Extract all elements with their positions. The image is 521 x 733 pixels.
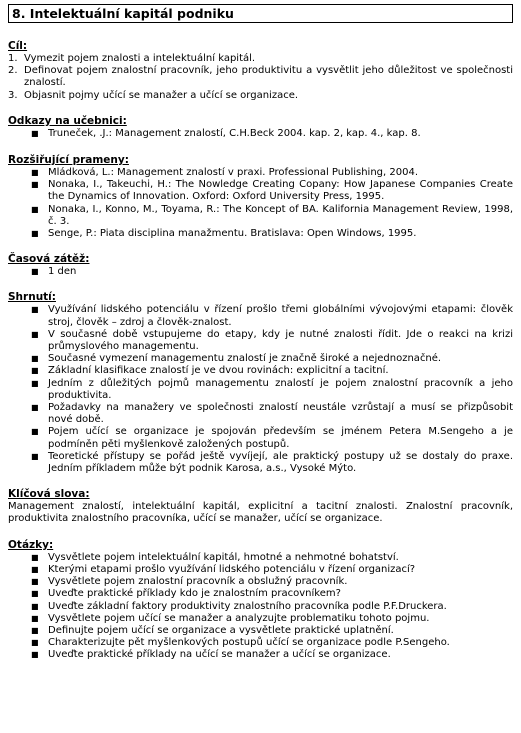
list-item: ■ Uveďte praktické příklady kdo je znalostním pracovníkem? [31, 588, 341, 600]
bullet-icon: ■ [31, 354, 39, 364]
bullet-icon: ■ [31, 329, 39, 339]
list-item: ■ Senge, P.: Piata disciplina manažmentu. Bratislava: Open Windows, 1995. [31, 228, 417, 240]
bullet-icon: ■ [31, 403, 39, 413]
list-item: ■ Vysvětlete pojem znalostní pracovník a obslužný pracovník. [31, 576, 348, 588]
bullet-icon: ■ [31, 650, 39, 660]
list-item: ■ Vysvětlete pojem intelektuální kapitál, hmotné a nehmotné bohatství. [31, 551, 399, 563]
bullet-icon: ■ [31, 204, 39, 214]
bullet-icon: ■ [31, 625, 39, 635]
list-item: ■ Teoretické přístupy se pořád ještě vyvíjejí, ale praktický postupy už se dostaly do praxe. Jedním příkladem může být podnik Karosa, a.s., Vysoké Mýto. [31, 450, 513, 475]
list-item: ■ Využívání lidského potenciálu v řízení prošlo třemi globálními vývojovými etapami: člověk stroj, člověk – zdroj a člověk-znalost. [31, 304, 513, 328]
sources-heading: Rozšiřující prameny: [8, 154, 129, 167]
goals-heading: Cíl: [8, 40, 28, 52]
textbook-heading: Odkazy na učebnici: [8, 114, 127, 127]
goal-item: 1. Vymezit pojem znalosti a intelektuální kapitál. [8, 53, 256, 64]
time-heading: Časová zátěž: [8, 253, 90, 266]
list-item: ■ Vysvětlete pojem učící se manažer a analyzujte problematiku tohoto pojmu. [31, 612, 430, 624]
document-page [8, 4, 513, 662]
summary-heading: Shrnutí: [8, 291, 56, 304]
list-item: ■ Kterými etapami prošlo využívání lidského potenciálu v řízení organizací? [31, 563, 416, 575]
bullet-icon: ■ [31, 229, 39, 239]
bullet-icon: ■ [31, 577, 39, 587]
summary-list [8, 304, 513, 475]
bullet-icon: ■ [31, 638, 39, 648]
list-item: ■ V současné době vstupujeme do etapy, kdy je nutné znalosti řídit. Jde o reakci na krizi průmyslového managementu. [31, 328, 513, 353]
goal-item: 2. Definovat pojem znalostní pracovník, jeho produktivitu a vysvětlit jeho důležitost ve společnosti znalostí. [8, 65, 513, 89]
bullet-icon: ■ [31, 180, 39, 190]
list-item: ■ Požadavky na manažery ve společnosti znalostí neustále vzrůstají a musí se přizpůsobit nové době. [31, 402, 513, 426]
time-list [8, 266, 513, 278]
bullet-icon: ■ [31, 552, 39, 562]
keywords-text: Management znalostí, intelektuální kapitál, explicitní a tacitní znalosti. Znalostní pracovník, produktivita znalostního pracovníka, učící se manažer, učící se organizace. [8, 501, 513, 525]
bullet-icon: ■ [31, 601, 39, 611]
list-item: ■ Uveďte základní faktory produktivity znalostního pracovníka podle P.F.Druckera. [31, 600, 447, 612]
questions-list [8, 552, 513, 662]
list-item: ■ Nonaka, I., Takeuchi, H.: The Nowledge Creating Copany: How Japanese Companies Create the Dynamics of Innovation. Oxford: Oxford University Press, 1995. [31, 179, 513, 203]
bullet-icon: ■ [31, 168, 39, 178]
list-item: ■ 1 den [31, 266, 77, 278]
keywords-section [8, 488, 513, 525]
bullet-icon: ■ [31, 305, 39, 315]
keywords-heading: Klíčová slova: [8, 488, 90, 501]
bullet-icon: ■ [31, 267, 39, 277]
summary-section [8, 291, 513, 475]
list-item: ■ Mládková, L.: Management znalostí v praxi. Professional Publishing, 2004. [31, 167, 418, 179]
list-item: ■ Truneček, .J.: Management znalostí, C.H.Beck 2004. kap. 2, kap. 4., kap. 8. [31, 127, 421, 139]
list-item: ■ Současné vymezení managementu znalostí je značně široké a nejednoznačné. [31, 353, 442, 365]
list-item: ■ Nonaka, I., Konno, M., Toyama, R.: The Koncept of BA. Kalifornia Management Review, 1998, č. 3. [31, 203, 513, 227]
sources-list [8, 167, 513, 240]
bullet-icon: ■ [31, 451, 39, 461]
goal-item: 3. Objasnit pojmy učící se manažer a učící se organizace. [8, 89, 299, 101]
textbook-list [8, 128, 513, 140]
time-section [8, 253, 513, 278]
bullet-icon: ■ [31, 128, 39, 138]
questions-section [8, 539, 513, 662]
list-item: ■ Jedním z důležitých pojmů managementu znalostí je pojem znalostní pracovník a jeho produktivita. [31, 377, 513, 401]
list-item: ■ Základní klasifikace znalostí je ve dvou rovinách: explicitní a tacitní. [31, 365, 389, 377]
bullet-icon: ■ [31, 427, 39, 437]
questions-heading: Otázky: [8, 538, 54, 551]
list-item: ■ Uveďte praktické příklady na učící se manažer a učící se organizace. [31, 649, 391, 661]
goals-section [8, 40, 513, 102]
list-item: ■ Definujte pojem učící se organizace a vysvětlete praktické uplatnění. [31, 624, 394, 636]
textbook-section [8, 115, 513, 140]
bullet-icon: ■ [31, 564, 39, 574]
bullet-icon: ■ [31, 613, 39, 623]
goals-list [8, 53, 513, 102]
list-item: ■ Pojem učící se organizace je spojován především se jménem Petera M.Sengeho a je podmíněn pěti myšlenkově založených postupů. [31, 426, 513, 450]
bullet-icon: ■ [31, 378, 39, 388]
bullet-icon: ■ [31, 366, 39, 376]
sources-section [8, 154, 513, 240]
bullet-icon: ■ [31, 589, 39, 599]
page-title: 8. Intelektuální kapitál podniku [8, 4, 513, 23]
list-item: ■ Charakterizujte pět myšlenkových postupů učící se organizace podle P.Sengeho. [31, 637, 450, 649]
